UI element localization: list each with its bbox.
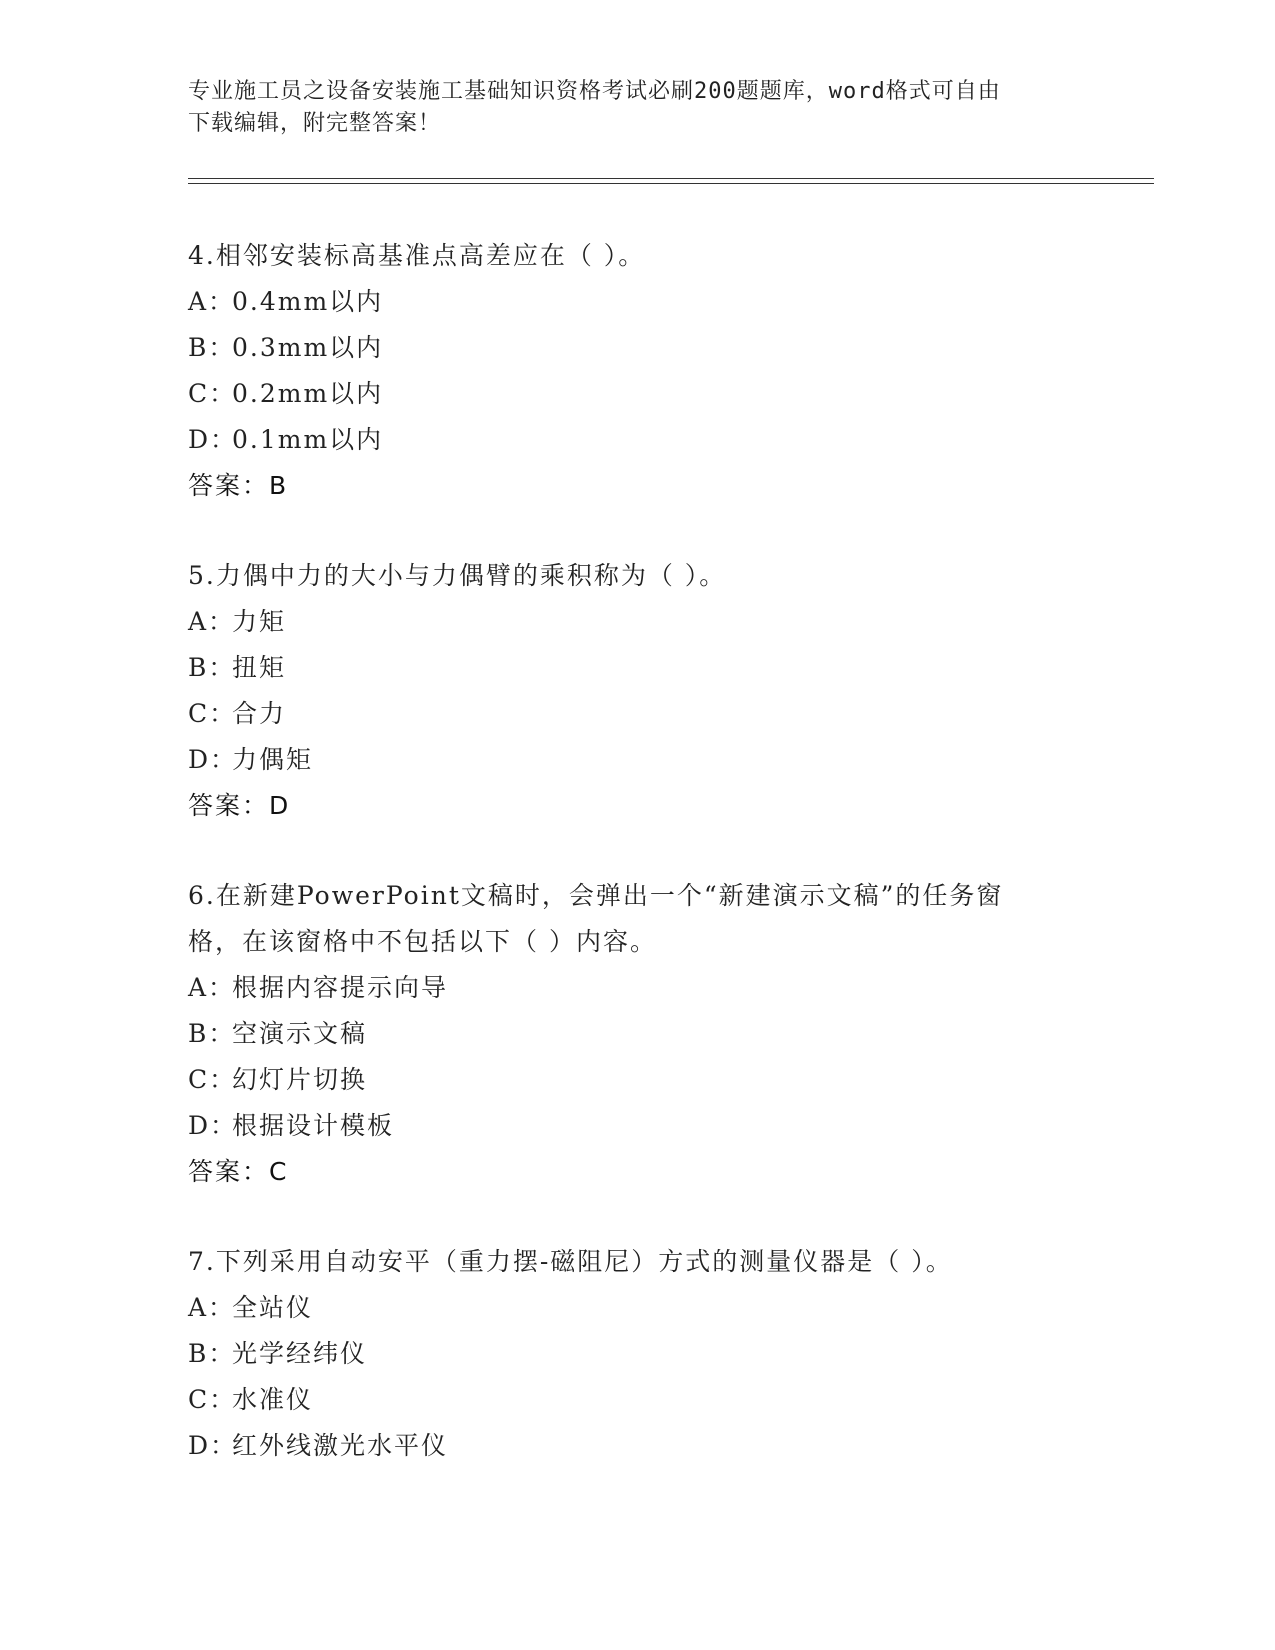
question-5 (188, 553, 1088, 829)
option-text: 力矩 (232, 607, 287, 636)
option-key: A： (188, 607, 236, 636)
option-key: B： (188, 333, 236, 362)
question-title: 7.下列采用自动安平（重力摆-磁阻尼）方式的测量仪器是（ ）。 (188, 1247, 953, 1276)
option-a (188, 279, 1088, 325)
option-text: 0.3mm以内 (232, 333, 384, 362)
option-text: 根据设计模板 (232, 1111, 395, 1140)
question-title-line-2: 格，在该窗格中不包括以下（ ）内容。 (188, 927, 657, 956)
option-c (188, 1377, 1088, 1423)
header-line-2: 下载编辑，附完整答案！ (188, 111, 442, 136)
option-key: D： (188, 425, 238, 454)
question-6 (188, 873, 1088, 1195)
option-b (188, 325, 1088, 371)
option-d (188, 737, 1088, 783)
question-4 (188, 233, 1088, 509)
header-line-1: 专业施工员之设备安装施工基础知识资格考试必刷200题题库，word格式可自由 (188, 79, 1001, 104)
option-d (188, 1103, 1088, 1149)
option-a (188, 1285, 1088, 1331)
option-c (188, 371, 1088, 417)
option-key: A： (188, 1293, 236, 1322)
option-b (188, 645, 1088, 691)
answer-text: 答案：C (188, 1157, 289, 1186)
option-text: 光学经纬仪 (232, 1339, 368, 1368)
option-text: 红外线激光水平仪 (232, 1431, 449, 1460)
header-divider-bottom (188, 183, 1154, 184)
option-text: 根据内容提示向导 (232, 973, 449, 1002)
option-b (188, 1331, 1088, 1377)
option-key: B： (188, 653, 236, 682)
option-key: C： (188, 1065, 237, 1094)
option-key: D： (188, 745, 238, 774)
option-text: 扭矩 (232, 653, 287, 682)
option-c (188, 1057, 1088, 1103)
option-b (188, 1011, 1088, 1057)
option-c (188, 691, 1088, 737)
option-text: 水准仪 (232, 1385, 314, 1414)
option-text: 空演示文稿 (232, 1019, 368, 1048)
question-title-line-1: 6.在新建PowerPoint文稿时，会弹出一个“新建演示文稿”的任务窗 (188, 881, 1004, 910)
option-key: B： (188, 1339, 236, 1368)
option-text: 0.1mm以内 (232, 425, 384, 454)
option-key: C： (188, 1385, 237, 1414)
option-text: 幻灯片切换 (232, 1065, 368, 1094)
answer-text: 答案：D (188, 791, 291, 820)
option-a (188, 599, 1088, 645)
option-text: 0.2mm以内 (232, 379, 384, 408)
option-key: A： (188, 287, 236, 316)
question-title: 4.相邻安装标高基准点高差应在（ ）。 (188, 241, 646, 270)
option-key: D： (188, 1431, 238, 1460)
option-key: C： (188, 699, 237, 728)
answer-text: 答案：B (188, 471, 289, 500)
option-key: A： (188, 973, 236, 1002)
option-key: B： (188, 1019, 236, 1048)
option-key: C： (188, 379, 237, 408)
option-text: 全站仪 (232, 1293, 314, 1322)
option-text: 0.4mm以内 (232, 287, 384, 316)
option-d (188, 1423, 1088, 1469)
option-d (188, 417, 1088, 463)
option-text: 力偶矩 (232, 745, 314, 774)
option-text: 合力 (232, 699, 287, 728)
option-key: D： (188, 1111, 238, 1140)
option-a (188, 965, 1088, 1011)
header-divider-top (188, 178, 1154, 179)
question-title: 5.力偶中力的大小与力偶臂的乘积称为（ ）。 (188, 561, 727, 590)
document-header (188, 76, 1088, 140)
question-7 (188, 1239, 1088, 1469)
